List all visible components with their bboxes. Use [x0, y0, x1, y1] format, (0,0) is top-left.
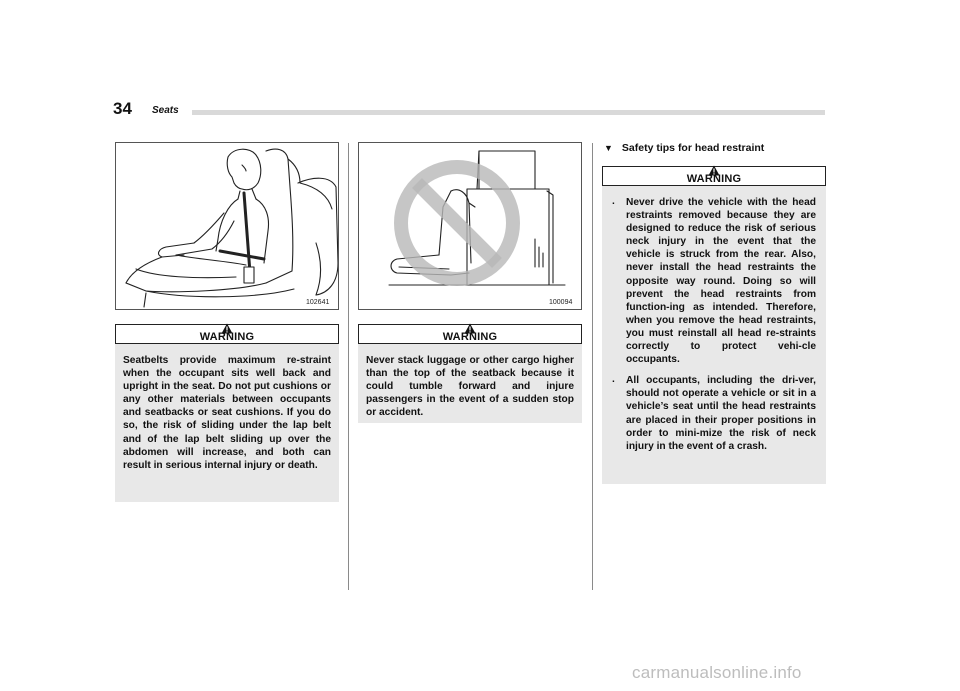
list-item-text: Never drive the vehicle with the head restraints removed because they are designed to reduce the risk of serious neck injury in the event that the vehicle is struck from the rear. Also, never install the head restraints the opposite way round. Doing so will prevent the head restraints from function-ing as intended. Therefore, when you remove the head restraints, you must reinstall all head re-straints correctly to protect vehi-cle occupants.: [626, 197, 816, 366]
header-rule: [192, 110, 825, 115]
prohibition-icon: [401, 167, 513, 279]
bullet-marker: .: [612, 374, 615, 386]
figure-no-stacking: [358, 142, 582, 310]
column-divider-left: [348, 143, 349, 590]
no-stacking-illustration: [359, 143, 582, 310]
figure-seated-occupant: [115, 142, 339, 310]
warning-header: [602, 166, 826, 186]
page-number: 34: [113, 99, 132, 118]
warning-text: Never stack luggage or other cargo higher than the top of the seatback because it could tumble forward and injure passengers in the event of a sudden stop or accident.: [366, 355, 574, 419]
list-item-text: All occupants, including the dri-ver, should not operate a vehicle or sit in a vehicle’s seat until the head restraints are placed in their proper positions in order to mini-mize the risk of neck injury in the event of a crash.: [626, 375, 816, 452]
warning-title: WARNING: [686, 173, 742, 185]
list-item: [612, 374, 816, 453]
watermark-text: carmanualsonline.info: [632, 663, 802, 682]
triangle-marker-icon: ▼: [604, 143, 613, 153]
warning-bullet-list: [602, 186, 826, 465]
warning-header: [358, 324, 582, 344]
column-divider-right: [592, 143, 593, 590]
seated-occupant-illustration: [116, 143, 339, 310]
warning-text: Seatbelts provide maximum re-straint when the occupant sits well back and upright in the seat. Do not put cushions or any other materials between occupants and seatbacks or seat cushions. If you do so, the risk of sliding under the lap belt and of the lap belt sliding up over the abdomen will increase, and both can result in serious internal injury or death.: [123, 355, 331, 471]
warning-box-head-restraint: [602, 166, 826, 484]
list-item: [612, 196, 816, 366]
figure-code: 100094: [549, 299, 573, 306]
subheading-text: Safety tips for head restraint: [621, 142, 765, 154]
bullet-marker: .: [612, 196, 615, 207]
warning-title: WARNING: [199, 331, 255, 343]
warning-header: [115, 324, 339, 344]
section-title: Seats: [152, 105, 179, 116]
figure-code: 102641: [306, 299, 330, 306]
warning-title: WARNING: [442, 331, 498, 343]
warning-box-luggage: [358, 324, 582, 423]
warning-box-seatbelt: [115, 324, 339, 502]
subheading-head-restraint: [604, 142, 764, 155]
